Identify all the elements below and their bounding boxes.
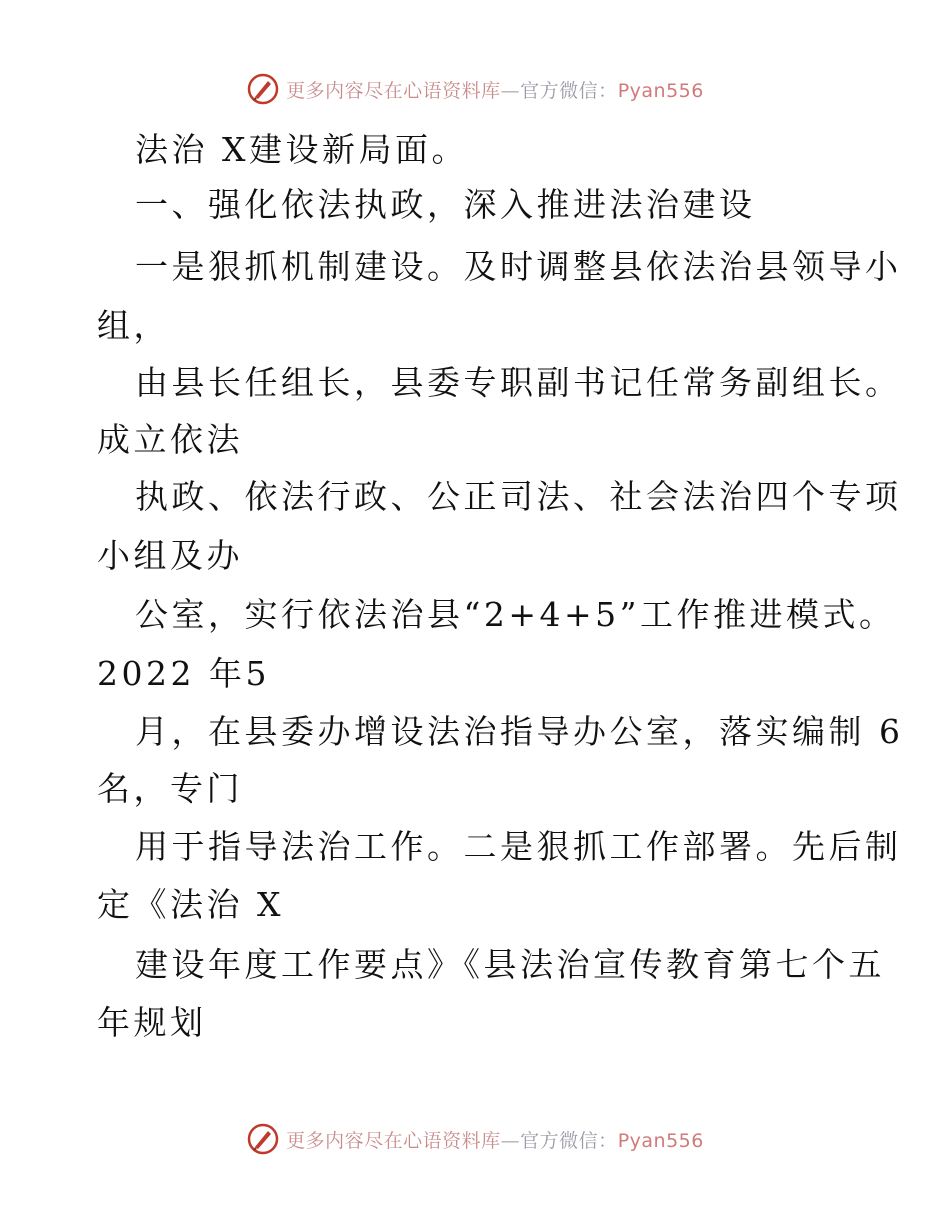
paragraph-line: 年规划 (97, 1003, 207, 1042)
paragraph-line: 一是狠抓机制建设。及时调整县依法治县领导小 (135, 247, 902, 286)
footer-watermark (0, 1122, 950, 1156)
watermark-text: 更多内容尽在心语资料库—官方微信：Pyan556 (286, 79, 704, 102)
paragraph-line: 用于指导法治工作。二是狠抓工作部署。先后制 (135, 827, 902, 866)
paragraph-line: 执政、依法行政、公正司法、社会法治四个专项 (135, 477, 902, 516)
paragraph-line: 公室，实行依法治县“2+4+5”工作推进模式。 (135, 595, 896, 634)
paragraph-line: 定《法治 X (97, 885, 284, 924)
paragraph-line: 2022 年5 (97, 654, 270, 693)
paragraph-line: 名，专门 (97, 769, 243, 808)
quill-logo-icon (246, 1122, 280, 1156)
paragraph-line: 由县长任组长，县委专职副书记任常务副组长。 (135, 363, 902, 402)
watermark-text: 更多内容尽在心语资料库—官方微信：Pyan556 (286, 1129, 704, 1152)
header-watermark (0, 72, 950, 106)
paragraph-line: 建设年度工作要点》《县法治宣传教育第七个五 (135, 945, 885, 984)
quill-logo-icon (246, 72, 280, 106)
paragraph-line: 月，在县委办增设法治指导办公室，落实编制 6 (135, 712, 904, 751)
paragraph-line: 成立依法 (97, 420, 243, 459)
section-heading: 一、强化依法执政，深入推进法治建设 (135, 185, 756, 224)
paragraph-line: 法治 X建设新局面。 (135, 130, 468, 169)
paragraph-line: 小组及办 (97, 536, 243, 575)
paragraph-line: 组， (97, 306, 170, 345)
